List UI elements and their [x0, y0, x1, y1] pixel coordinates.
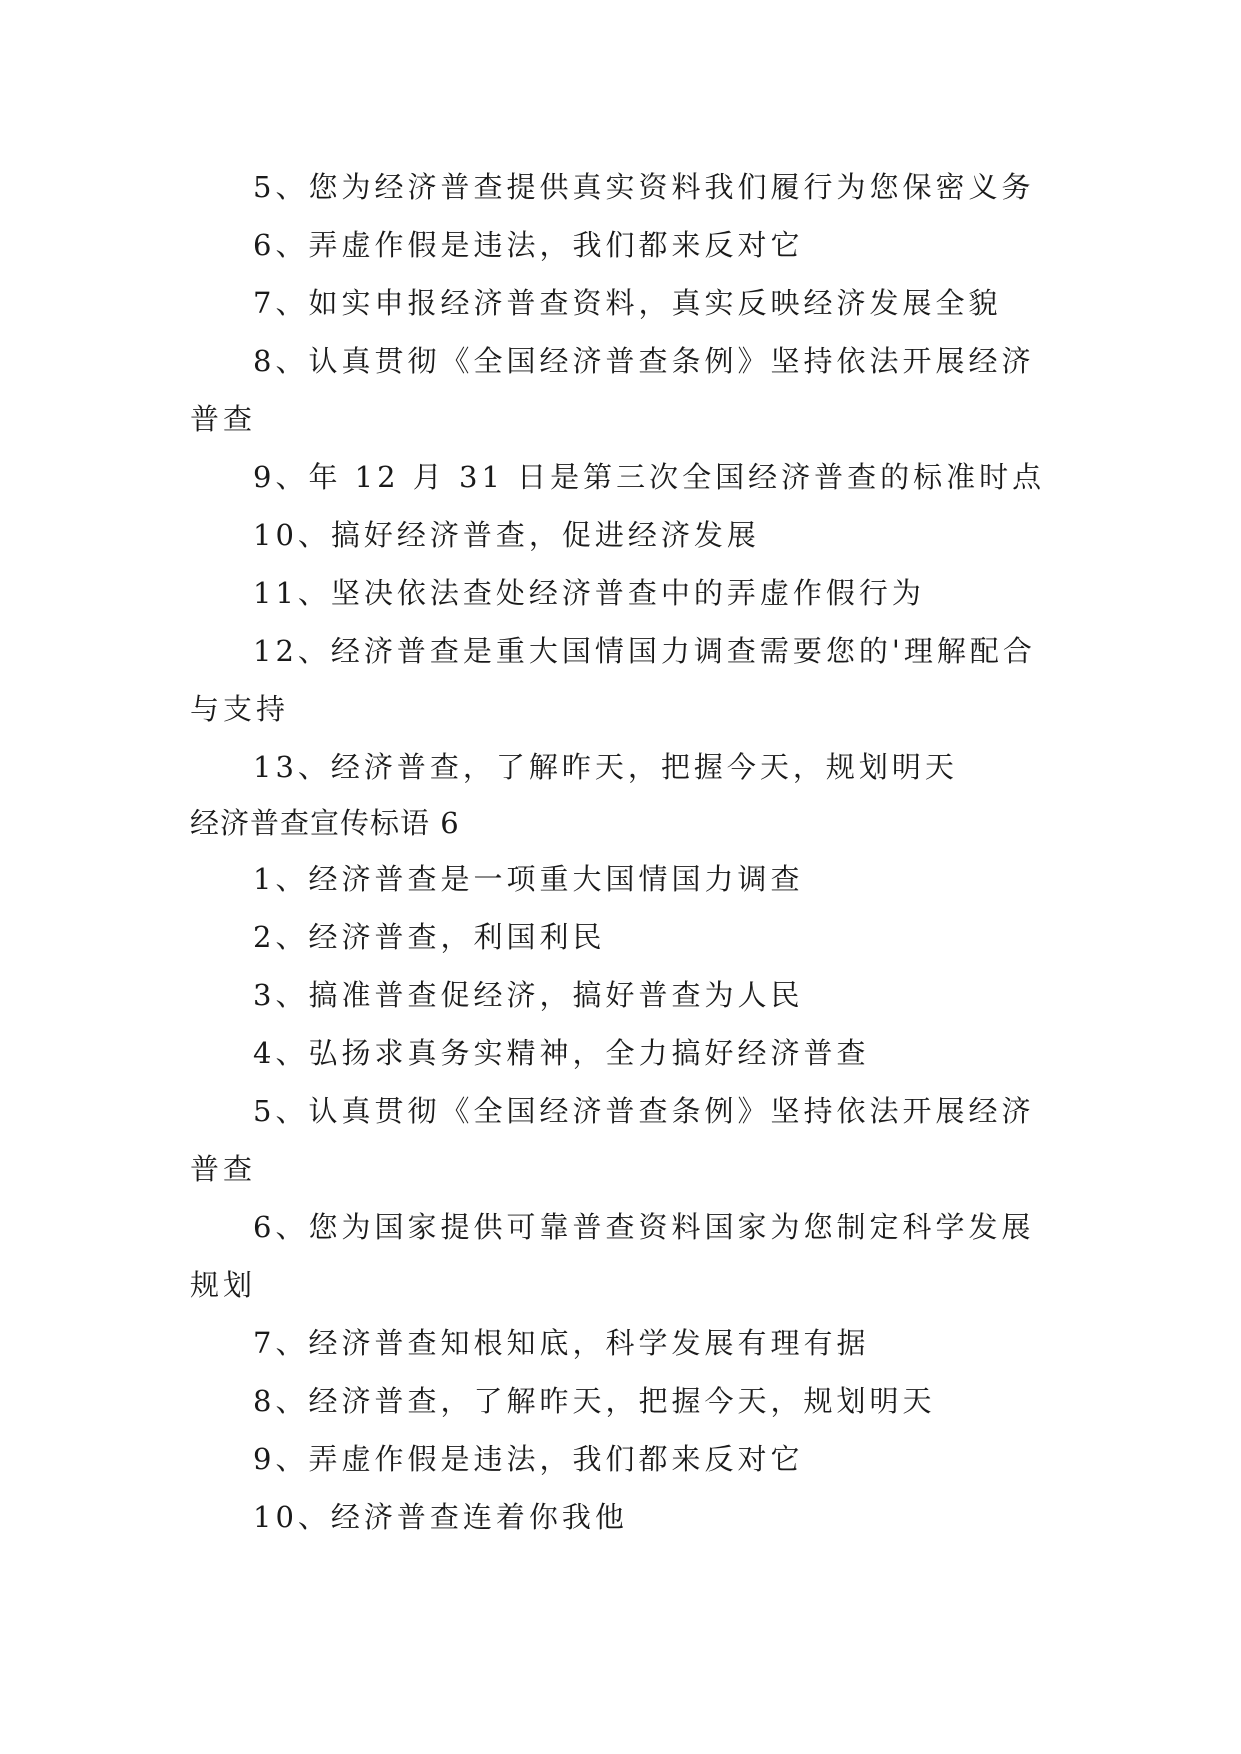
slogan-line-continuation: 普查	[190, 1152, 257, 1186]
slogan-line: 9、弄虚作假是违法，我们都来反对它	[253, 1442, 804, 1476]
slogan-line: 2、经济普查，利国利民	[253, 920, 606, 954]
slogan-line-continuation: 与支持	[190, 692, 290, 726]
slogan-line-continuation: 普查	[190, 402, 257, 436]
slogan-line: 13、经济普查，了解昨天，把握今天，规划明天	[253, 750, 958, 784]
slogan-line: 6、弄虚作假是违法，我们都来反对它	[253, 228, 804, 262]
slogan-line: 3、搞准普查促经济，搞好普查为人民	[253, 978, 804, 1012]
slogan-line-continuation: 规划	[190, 1268, 257, 1302]
slogan-line: 7、经济普查知根知底，科学发展有理有据	[253, 1326, 870, 1360]
slogan-line: 8、认真贯彻《全国经济普查条例》坚持依法开展经济	[253, 344, 1035, 378]
document-body	[190, 158, 1050, 1546]
slogan-line: 5、您为经济普查提供真实资料我们履行为您保密义务	[253, 170, 1035, 204]
slogan-line: 1、经济普查是一项重大国情国力调查	[253, 862, 804, 896]
slogan-line: 7、如实申报经济普查资料，真实反映经济发展全貌	[253, 286, 1002, 320]
slogan-line: 11、坚决依法查处经济普查中的弄虚作假行为	[253, 576, 925, 610]
slogan-line: 8、经济普查，了解昨天，把握今天，规划明天	[253, 1384, 936, 1418]
slogan-line: 10、搞好经济普查，促进经济发展	[253, 518, 760, 552]
slogan-line: 6、您为国家提供可靠普查资料国家为您制定科学发展	[253, 1210, 1035, 1244]
slogan-line: 5、认真贯彻《全国经济普查条例》坚持依法开展经济	[253, 1094, 1035, 1128]
slogan-line: 12、经济普查是重大国情国力调查需要您的'理解配合	[253, 634, 1036, 668]
slogan-line: 10、经济普查连着你我他	[253, 1500, 628, 1534]
section-heading: 经济普查宣传标语 6	[190, 806, 460, 840]
slogan-line: 4、弘扬求真务实精神，全力搞好经济普查	[253, 1036, 870, 1070]
slogan-line: 9、年 12 月 31 日是第三次全国经济普查的标准时点	[253, 460, 1046, 494]
